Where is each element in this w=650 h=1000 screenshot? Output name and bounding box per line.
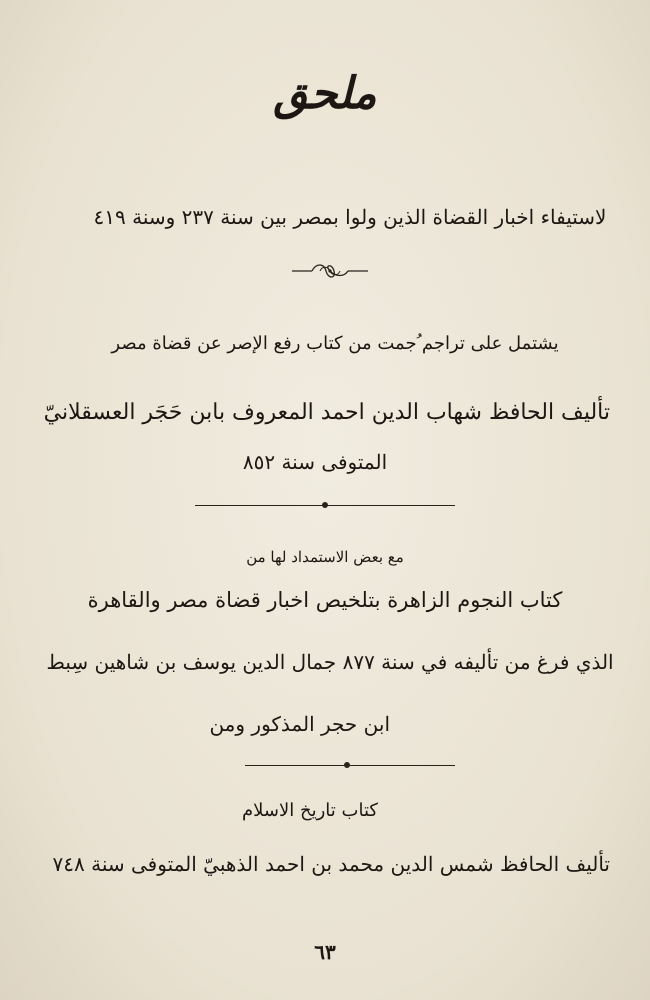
content-line: تأليف الحافظ شمس الدين محمد بن احمد الذهبيّ المتوفى سنة ٧٤٨ <box>52 852 610 876</box>
divider-dot <box>344 762 350 768</box>
content-line: ابن حجر المذكور ومن <box>209 712 390 736</box>
content-line: المتوفى سنة ٨٥٢ <box>242 450 388 474</box>
content-line: كتاب النجوم الزاهرة بتلخيص اخبار قضاة مصر والقاهرة <box>87 588 563 612</box>
ornament-divider-icon <box>290 260 370 282</box>
divider-dot <box>322 502 328 508</box>
content-line: يشتمل على تراجم ُجمت من كتاب رفع الإصر عن قضاة مصر <box>111 333 559 354</box>
divider-rule <box>245 765 455 766</box>
content-line: تأليف الحافظ شهاب الدين احمد المعروف بابن حَجَر العسقلانيّ <box>43 400 610 425</box>
page-title: ملحق <box>273 68 377 119</box>
page-number: ٦٣ <box>314 940 336 964</box>
page-subtitle: لاستيفاء اخبار القضاة الذين ولوا بمصر بين سنة ٢٣٧ وسنة ٤١٩ <box>93 205 607 229</box>
content-line: الذي فرغ من تأليفه في سنة ٨٧٧ جمال الدين يوسف بن شاهين سِبط <box>46 650 614 674</box>
content-line: كتاب تاريخ الاسلام <box>242 800 378 821</box>
content-line: مع بعض الاستمداد لها من <box>246 548 404 566</box>
